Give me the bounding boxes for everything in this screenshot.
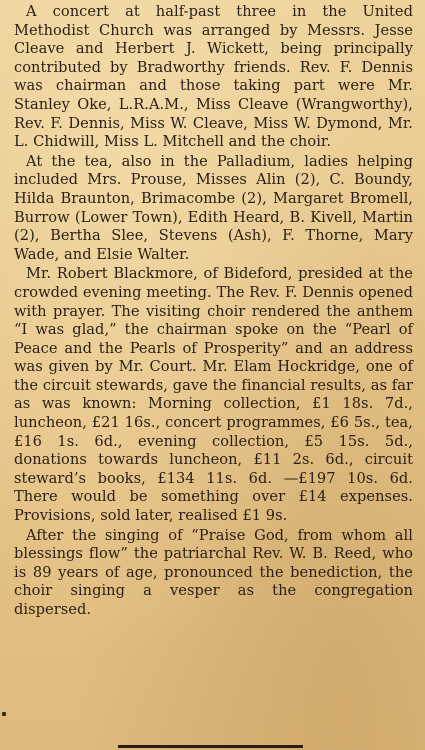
page-edge-mark [2, 712, 6, 716]
paragraph-concert: A concert at half-past three in the United Methodist Church was arranged by Messrs. Jesse Cleave and Herbert J. Wickett, being principally contributed by Bradworthy friends. Rev. F. Dennis was chairman and those taking part were Mr. Stanley Oke, L.R.A.M., Miss Cleave (Wrangworthy), Rev. F. Dennis, Miss W. Cleave, Miss W. Dymond, Mr. L. Chidwill, Miss L. Mitchell and the choir. [14, 3, 413, 151]
section-divider-rule [118, 745, 303, 748]
paragraph-tea-helpers: At the tea, also in the Palladium, ladies helping included Mrs. Prouse, Misses Alin (2), C. Boundy, Hilda Braunton, Brimacombe (2), Margaret Bromell, Burrow (Lower Town), Edith Heard, B. Kivell, Martin (2), Bertha Slee, Stevens (Ash), F. Thorne, Mary Wade, and Elsie Walter. [14, 152, 413, 263]
paragraph-evening-meeting: Mr. Robert Blackmore, of Bideford, presided at the crowded evening meeting. The Rev. F. Dennis opened with prayer. The visiting choir rendered the anthem “I was glad,” the chairman spoke on the “Pearl of Peace and the Pearls of Prosperity” and an address was given by Mr. Court. Mr. Elam Hockridge, one of the circuit stewards, gave the financial results, as far as was known: Morning collection, £1 18s. 7d., luncheon, £21 16s., concert programmes, £6 5s., tea, £16 1s. 6d., evening collection, £5 15s. 5d., donations towards luncheon, £11 2s. 6d., circuit steward’s books, £134 11s. 6d. —£197 10s. 6d. There would be something over £14 expenses. Provisions, sold later, realised £1 9s. [14, 265, 413, 525]
paragraph-benediction: After the singing of “Praise God, from whom all blessings flow” the patriarchal Rev. W. B. Reed, who is 89 years of age, pronounced the benediction, the choir singing a vesper as the congregation dispersed. [14, 526, 413, 618]
